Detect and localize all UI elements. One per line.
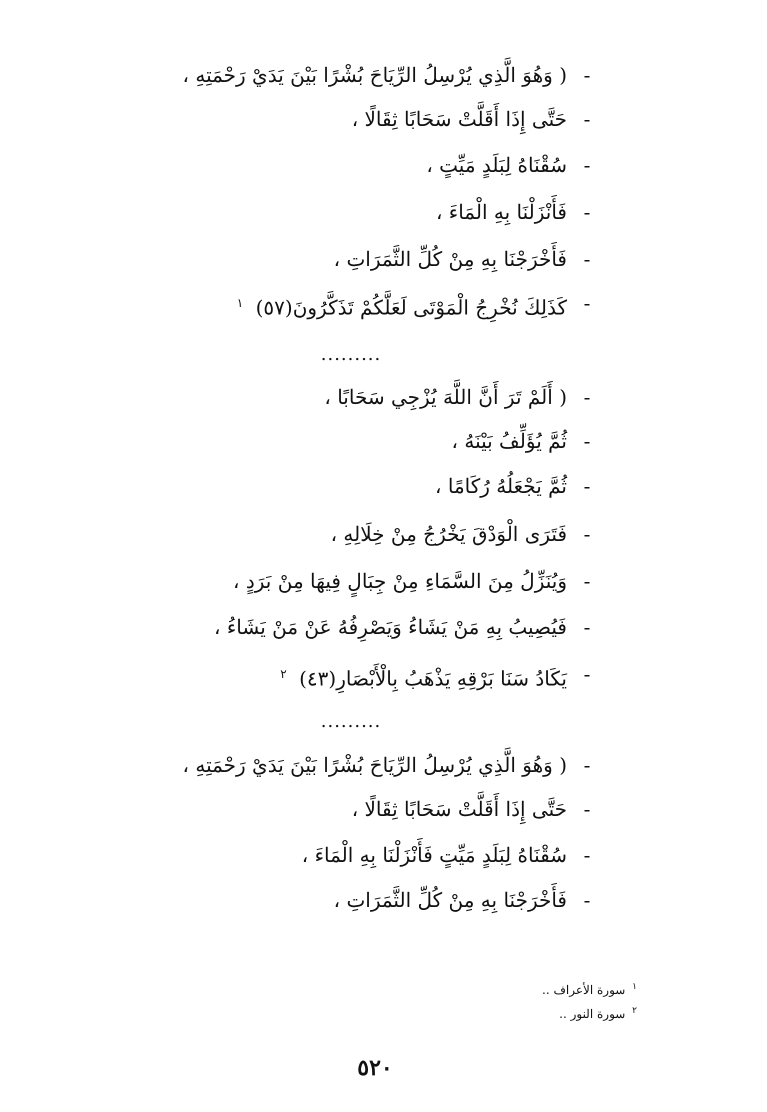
verse-text: فَأَنْزَلْنَا بِهِ الْمَاءَ ، [435, 200, 567, 224]
verse-line [117, 608, 597, 646]
verse-line [117, 562, 597, 600]
verse-line [177, 100, 597, 138]
page-number: ٥٢٠ [357, 1055, 393, 1081]
section-separator: ......... [320, 711, 382, 732]
verse-line [177, 467, 597, 505]
bullet-dash: - [583, 63, 591, 87]
verse-line [177, 422, 597, 460]
footnote-text: سورة الأعراف .. [542, 983, 626, 997]
verse-line [177, 146, 597, 184]
verse-line [117, 655, 597, 693]
footnote-number: ٢ [632, 1006, 637, 1016]
verse-text: ثُمَّ يَجْعَلُهُ رُكَامًا ، [435, 474, 567, 498]
footnote-number: ١ [632, 982, 637, 992]
verse-text: وَيُنَزِّلُ مِنَ السَّمَاءِ مِنْ جِبَالٍ فِيهَا مِنْ بَرَدٍ ، [233, 569, 567, 593]
footnote-text: سورة النور .. [559, 1007, 626, 1021]
bullet-dash: - [583, 385, 591, 409]
bullet-dash: - [583, 247, 591, 271]
verse-line [37, 284, 597, 322]
verse-text-content: كَذَلِكَ نُخْرِجُ الْمَوْتَى لَعَلَّكُمْ تَذَكَّرُونَ(٥٧) [255, 295, 567, 320]
verse-text: حَتَّى إِذَا أَقَلَّتْ سَحَابًا ثِقَالًا ، [351, 107, 567, 131]
bullet-dash: - [583, 200, 591, 224]
verse-text: فَيُصِيبُ بِهِ مَنْ يَشَاءُ وَيَصْرِفُهُ عَنْ مَنْ يَشَاءُ ، [214, 615, 567, 639]
verse-text: حَتَّى إِذَا أَقَلَّتْ سَحَابًا ثِقَالًا ، [351, 797, 567, 821]
verse-text: سُقْنَاهُ لِبَلَدٍ مَيِّتٍ فَأَنْزَلْنَا بِهِ الْمَاءَ ، [301, 843, 567, 867]
verse-text: فَتَرَى الْوَدْقَ يَخْرُجُ مِنْ خِلَالِهِ ، [330, 522, 567, 546]
bullet-dash: - [583, 797, 591, 821]
section-separator: ......... [320, 344, 382, 365]
verse-text [237, 284, 567, 327]
verse-text [280, 655, 567, 698]
verse-line [177, 240, 597, 278]
bullet-dash: - [583, 429, 591, 453]
verse-line [177, 378, 597, 416]
verse-line [177, 790, 597, 828]
footnote-reference: ٢ [280, 667, 287, 681]
verse-text: ( وَهُوَ الَّذِي يُرْسِلُ الرِّيَاحَ بُشْرًا بَيْنَ يَدَيْ رَحْمَتِهِ ، [182, 753, 567, 777]
footnote [542, 978, 637, 999]
bullet-dash: - [583, 291, 591, 315]
bullet-dash: - [583, 522, 591, 546]
verse-line [177, 193, 597, 231]
verse-line [177, 881, 597, 919]
bullet-dash: - [583, 569, 591, 593]
verse-line [177, 56, 597, 94]
bullet-dash: - [583, 107, 591, 131]
verse-text: فَأَخْرَجْنَا بِهِ مِنْ كُلِّ الثَّمَرَاتِ ، [333, 247, 567, 271]
verse-text: ثُمَّ يُؤَلِّفُ بَيْنَهُ ، [451, 429, 567, 453]
bullet-dash: - [583, 662, 591, 686]
verse-text: سُقْنَاهُ لِبَلَدٍ مَيِّتٍ ، [426, 153, 567, 177]
bullet-dash: - [583, 843, 591, 867]
verse-text: ( أَلَمْ تَرَ أَنَّ اللَّهَ يُزْجِي سَحَابًا ، [324, 385, 567, 409]
verse-text: فَأَخْرَجْنَا بِهِ مِنْ كُلِّ الثَّمَرَاتِ ، [333, 888, 567, 912]
bullet-dash: - [583, 753, 591, 777]
bullet-dash: - [583, 615, 591, 639]
footnote-reference: ١ [236, 296, 244, 310]
verse-line [177, 515, 597, 553]
footnote [559, 1002, 637, 1023]
bullet-dash: - [583, 474, 591, 498]
verse-line [157, 746, 597, 784]
verse-text: ( وَهُوَ الَّذِي يُرْسِلُ الرِّيَاحَ بُشْرًا بَيْنَ يَدَيْ رَحْمَتِهِ ، [182, 63, 567, 87]
verse-text-content: يَكَادُ سَنَا بَرْقِهِ يَذْهَبُ بِالْأَبْصَارِ(٤٣) [299, 666, 567, 691]
bullet-dash: - [583, 888, 591, 912]
verse-line [177, 836, 597, 874]
bullet-dash: - [583, 153, 591, 177]
